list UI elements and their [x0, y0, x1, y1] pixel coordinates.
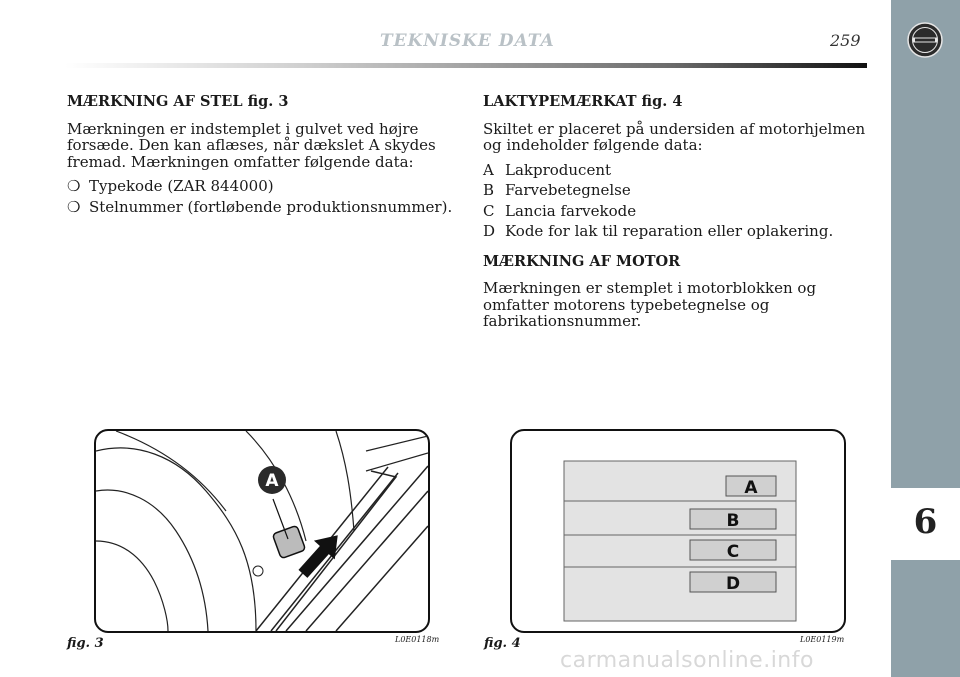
list-text: Lancia farvekode	[505, 201, 637, 220]
bullet-text: Typekode (ZAR 844000)	[89, 177, 274, 195]
figure-4-code: L0E0119m	[800, 635, 845, 644]
bullet-circle-icon: ❍	[67, 177, 81, 195]
watermark: carmanualsonline.info	[560, 648, 814, 673]
callout-a-label: A	[265, 471, 279, 491]
right-column	[483, 94, 873, 338]
bullet-circle-icon: ❍	[67, 197, 81, 216]
figure-4-frame	[510, 429, 846, 633]
list-letter: D	[483, 222, 496, 240]
list-item	[483, 203, 873, 220]
header-rule	[65, 63, 867, 68]
section-heading: MÆRKNING AF STEL fig. 3	[67, 93, 289, 110]
list-item	[483, 182, 873, 199]
sidebar	[891, 0, 960, 677]
figure-4-caption: fig. 4	[484, 636, 521, 651]
list-letter: B	[483, 181, 495, 199]
list-letter: C	[483, 201, 495, 220]
label-b: B	[726, 511, 740, 531]
section-heading: MÆRKNING AF MOTOR	[483, 252, 681, 270]
left-column	[67, 94, 462, 219]
section-paragraph: Skiltet er placeret på undersiden af motorhjelmen og indeholder følgende data:	[483, 119, 866, 154]
label-d: D	[725, 574, 741, 594]
page-number: 259	[830, 31, 861, 50]
list-letter: A	[483, 160, 494, 179]
section-paragraph: Mærkningen er stemplet i motorblokken og omfatter motorens typebetegnelse og fabrikationsnummer.	[483, 279, 817, 330]
chapter-number: 6	[913, 502, 938, 542]
label-c: C	[726, 542, 740, 562]
paint-label-illustration	[512, 431, 844, 631]
list-text: Lakproducent	[505, 160, 612, 179]
cover-plate	[272, 525, 305, 558]
figure-3-code: L0E0118m	[395, 635, 440, 644]
list-text: Farvebetegnelse	[505, 181, 631, 199]
label-a: A	[744, 478, 758, 498]
seat-floor-illustration	[96, 431, 428, 631]
section-paragraph: Mærkningen er indstemplet i gulvet ved højre forsæde. Den kan aflæses, når dækslet A skydes fremad. Mærkningen omfatter følgende data:	[67, 119, 436, 171]
chapter-tab[interactable]	[891, 490, 960, 558]
list-item	[483, 162, 873, 179]
bullet-item	[67, 178, 462, 195]
bullet-text: Stelnummer (fortløbende produktionsnummer).	[89, 197, 453, 216]
header-title: TEKNISKE DATA	[380, 31, 555, 51]
list-text: Kode for lak til reparation eller oplakering.	[505, 222, 834, 240]
lancia-shield-icon	[906, 21, 944, 59]
bullet-item	[67, 199, 462, 216]
figure-3-frame	[94, 429, 430, 633]
section-heading: LAKTYPEMÆRKAT fig. 4	[483, 93, 683, 110]
figure-3-caption: fig. 3	[67, 636, 104, 651]
list-item	[483, 223, 873, 240]
sidebar-separator	[891, 558, 960, 560]
